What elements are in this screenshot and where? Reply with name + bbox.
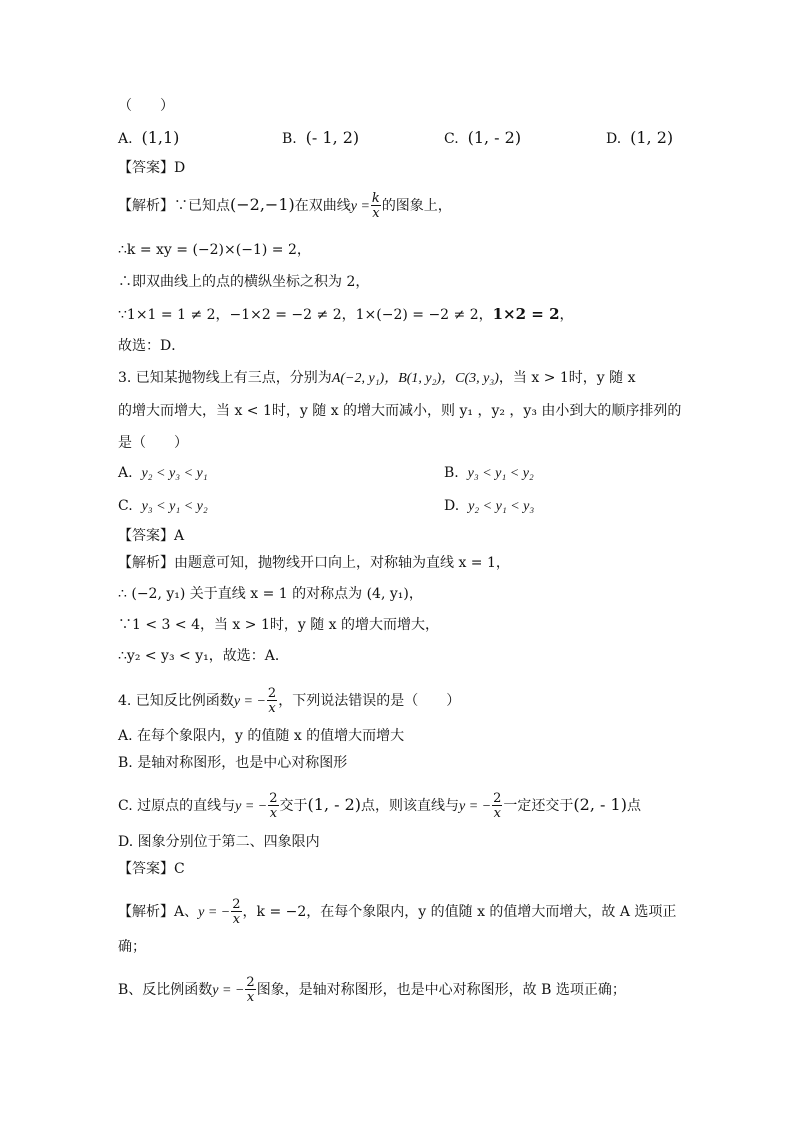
q4-option-a: A. 在每个象限内，y 的值随 x 的值增大而增大 xyxy=(118,728,405,744)
q2-option-d: D. (1, 2) xyxy=(606,128,674,147)
q2-explanation-line1: 【解析】∵已知点(−2,−1)在双曲线y = $\frac{k}{x}$ 的图象上， xyxy=(118,191,452,221)
q4-stem: 4. 已知反比例函数y = − $\frac{2}{x}$ ，下列说法错误的是（ ） xyxy=(118,686,461,716)
two-over-x-fraction: $\frac{2}{x}$ xyxy=(232,897,241,927)
q2-explanation-line4: ∵1×1 = 1 ≠ 2，−1×2 = −2 ≠ 2，1×(−2) = −2 ≠ 2，1×2 = 2， xyxy=(118,305,574,323)
q3-explanation-line2: ∴ (−2, y₁) 关于直线 x = 1 的对称点为 (4, y₁)， xyxy=(118,586,423,602)
q4-explanation-a-cont: 确； xyxy=(118,939,146,955)
q4-option-c: C. 过原点的直线与y = − $\frac{2}{x}$ 交于(1, - 2)点，则该直线与y = − $\frac{2}{x}$ 一定还交于(2, - 1)点 xyxy=(118,791,641,821)
q4-option-d: D. 图象分别位于第二、四象限内 xyxy=(118,834,320,850)
q3-explanation-line1: 【解析】由题意可知，抛物线开口向上，对称轴为直线 x = 1， xyxy=(118,555,510,571)
q4-explanation-b: B、反比例函数y = − $\frac{2}{x}$ 图象，是轴对称图形，也是中心对称图形，故 B 选项正确； xyxy=(118,975,626,1005)
q2-option-b: B. (- 1, 2) xyxy=(282,128,360,147)
two-over-x-fraction: $\frac{2}{x}$ xyxy=(269,791,278,821)
q2-option-c: C. (1, - 2) xyxy=(444,128,522,147)
q4-answer: 【答案】C xyxy=(118,861,185,877)
q3-stem-line3: 是（ ） xyxy=(118,435,188,451)
k-over-x-fraction: $\frac{k}{x}$ xyxy=(371,191,380,221)
q2-answer: 【答案】D xyxy=(118,160,186,176)
q3-option-c: C. y₃ < y₁ < y₂ xyxy=(118,498,208,514)
two-over-x-fraction: $\frac{2}{x}$ xyxy=(246,975,255,1005)
q2-paren: （ ） xyxy=(118,98,174,114)
q2-option-a: A. (1,1) xyxy=(118,128,180,147)
q4-explanation-a: 【解析】A、y = − $\frac{2}{x}$ ，k = −2，在每个象限内，y 的值随 x 的值增大而增大，故 A 选项正 xyxy=(118,897,677,927)
q3-explanation-line3: ∵1 < 3 < 4，当 x > 1时，y 随 x 的增大而增大， xyxy=(118,617,440,633)
q2-explanation-line5: 故选：D． xyxy=(118,338,186,354)
q2-explanation-line2: ∴k = xy = (−2)×(−1) = 2， xyxy=(118,242,311,258)
q2-explanation-line3: ∴即双曲线上的点的横纵坐标之积为 2， xyxy=(118,274,370,290)
q3-option-b: B. y₃ < y₁ < y₂ xyxy=(444,465,534,481)
q3-option-d: D. y₂ < y₁ < y₃ xyxy=(444,498,535,514)
q3-answer: 【答案】A xyxy=(118,528,185,544)
two-over-x-fraction: $\frac{2}{x}$ xyxy=(493,791,502,821)
q3-stem-line1: 3. 已知某抛物线上有三点，分别为A(−2, y₁)，B(1, y₂)，C(3, y₃)，当 x > 1时，y 随 x xyxy=(118,370,636,386)
q3-explanation-line4: ∴y₂ < y₃ < y₁，故选：A． xyxy=(118,648,289,664)
q3-stem-line2: 的增大而增大，当 x < 1时，y 随 x 的增大而减小，则 y₁ ，y₂ ，y₃ 由小到大的顺序排列的 xyxy=(118,403,682,419)
two-over-x-fraction: $\frac{2}{x}$ xyxy=(267,686,277,716)
q3-option-a: A. y₂ < y₃ < y₁ xyxy=(118,465,208,481)
q4-option-b: B. 是轴对称图形，也是中心对称图形 xyxy=(118,755,348,771)
